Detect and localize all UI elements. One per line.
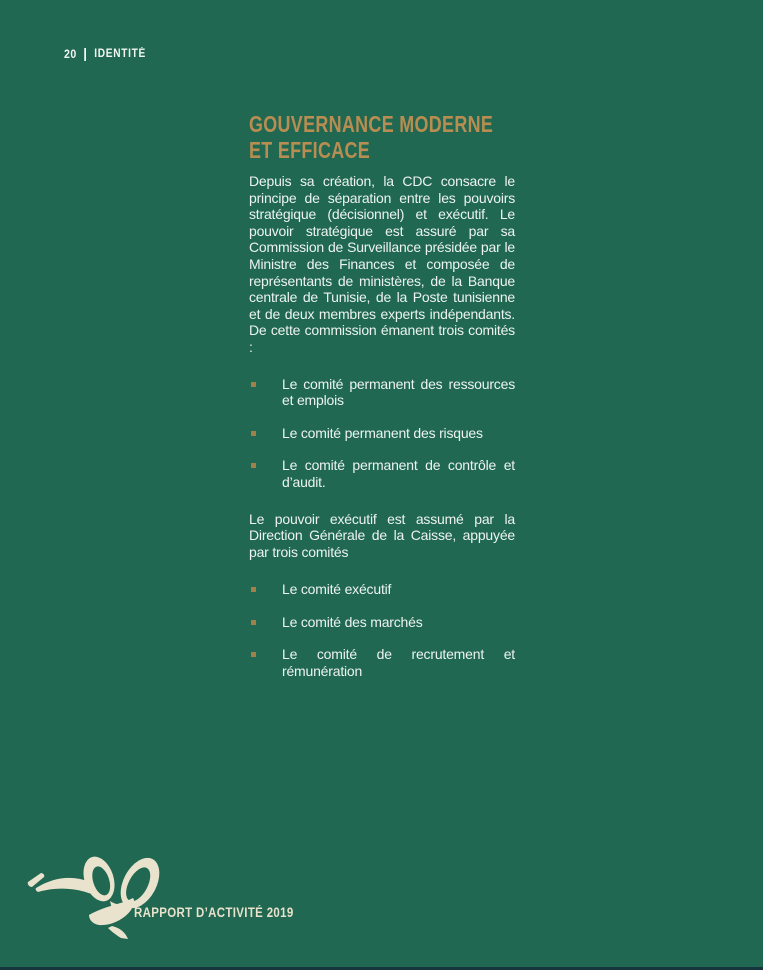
paragraph-executive: Le pouvoir exécutif est assumé par la Direction Générale de la Caisse, appuyée par trois comités bbox=[249, 510, 515, 560]
list-item: Le comité des marchés bbox=[249, 614, 515, 631]
calligraphy-logo-icon bbox=[26, 843, 256, 945]
footer-report-label: RAPPORT D’ACTIVITÉ 2019 bbox=[134, 905, 294, 920]
committee-list-executive bbox=[249, 581, 515, 679]
article-body bbox=[249, 173, 515, 680]
committee-list-surveillance bbox=[249, 376, 515, 491]
article-title-line-2: ET EFFICACE bbox=[249, 137, 371, 163]
header-divider bbox=[85, 48, 87, 61]
list-item: Le comité de recrutement et rémunération bbox=[249, 646, 515, 679]
list-item: Le comité permanent de contrôle et d’audit. bbox=[249, 457, 515, 490]
list-item: Le comité exécutif bbox=[249, 581, 515, 598]
page-number: 20 bbox=[64, 47, 77, 61]
page-header bbox=[64, 47, 146, 61]
section-label: IDENTITÉ bbox=[94, 48, 146, 60]
paragraph-governance: Depuis sa création, la CDC consacre le principe de séparation entre les pouvoirs stratégique (décisionnel) et exécutif. Le pouvoir stratégique est assuré par sa Commission de Surveillance présidée par le Ministre des Finances et composée de représentants de ministères, de la Banque centrale de Tunisie, de la Poste tunisienne et de deux membres experts indépendants. De cette commission émanent trois comités : bbox=[249, 173, 515, 355]
list-item: Le comité permanent des ressources et emplois bbox=[249, 376, 515, 409]
article-title bbox=[249, 111, 494, 163]
article-column bbox=[249, 111, 515, 700]
article-title-line-1: GOUVERNANCE MODERNE bbox=[249, 111, 494, 137]
list-item: Le comité permanent des risques bbox=[249, 425, 515, 442]
